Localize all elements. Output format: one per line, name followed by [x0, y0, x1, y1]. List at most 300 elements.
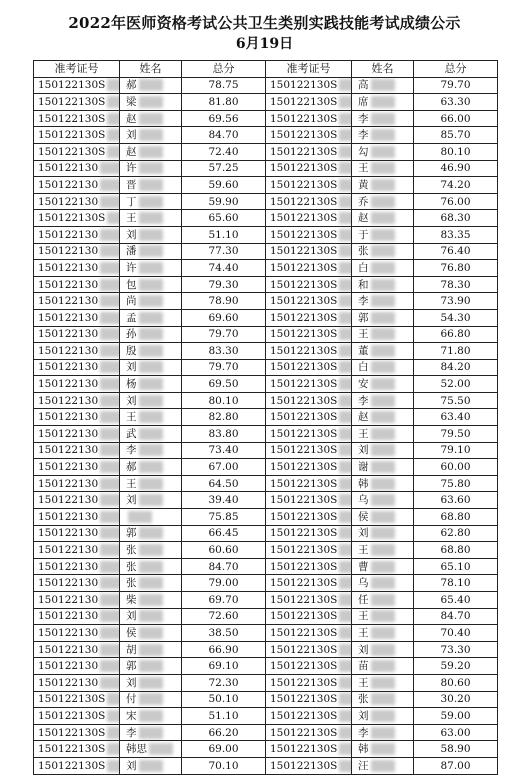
redacted-mark	[371, 378, 395, 390]
name-cell-right	[352, 226, 414, 243]
redacted-mark	[371, 196, 395, 208]
exam-id-cell-right	[266, 558, 352, 575]
name-text: 李	[358, 129, 369, 142]
exam-id-cell-right	[266, 575, 352, 592]
score-cell-right: 65.40	[414, 592, 498, 609]
redacted-mark	[339, 660, 351, 672]
name-text: 许	[126, 261, 137, 274]
score-cell-left: 80.10	[182, 392, 266, 409]
name-text: 韩思	[126, 743, 147, 756]
exam-id-text: 150122130S	[270, 112, 338, 125]
name-text: 包	[126, 278, 137, 291]
score-cell-left: 66.20	[182, 724, 266, 741]
redacted-mark	[371, 693, 395, 705]
exam-id-cell-left	[34, 160, 120, 177]
redacted-mark	[100, 411, 119, 423]
name-text: 王	[126, 477, 137, 490]
exam-id-text: 150122130	[38, 261, 99, 274]
redacted-mark	[339, 544, 351, 556]
exam-id-cell-left	[34, 110, 120, 127]
name-cell-right	[352, 542, 414, 559]
exam-id-text: 150122130	[38, 278, 99, 291]
name-cell-right	[352, 674, 414, 691]
score-cell-right: 76.40	[414, 243, 498, 260]
name-cell-right	[352, 110, 414, 127]
exam-id-cell-right	[266, 724, 352, 741]
name-text: 王	[358, 328, 369, 341]
name-text: 刘	[358, 527, 369, 540]
exam-id-cell-left	[34, 210, 120, 227]
name-text: 孟	[126, 311, 137, 324]
name-text: 曹	[358, 560, 369, 573]
name-text: 殷	[126, 344, 137, 357]
redacted-mark	[139, 212, 163, 224]
name-text: 赵	[126, 145, 137, 158]
name-cell-left	[120, 359, 182, 376]
score-cell-left: 59.90	[182, 193, 266, 210]
exam-id-text: 150122130S	[270, 79, 338, 92]
name-text: 刘	[358, 444, 369, 457]
exam-id-cell-left	[34, 193, 120, 210]
redacted-mark	[139, 196, 163, 208]
redacted-mark	[100, 395, 119, 407]
redacted-mark	[139, 544, 163, 556]
exam-id-text: 150122130S	[38, 743, 106, 756]
redacted-mark	[107, 79, 119, 91]
score-cell-left: 51.10	[182, 708, 266, 725]
score-cell-right: 79.10	[414, 442, 498, 459]
redacted-mark	[107, 693, 119, 705]
score-cell-left: 50.10	[182, 691, 266, 708]
exam-id-cell-right	[266, 343, 352, 360]
exam-id-text: 150122130S	[38, 95, 106, 108]
redacted-mark	[339, 262, 351, 274]
redacted-mark	[371, 279, 395, 291]
redacted-mark	[371, 262, 395, 274]
name-text: 侯	[126, 626, 137, 639]
redacted-mark	[339, 727, 351, 739]
redacted-mark	[371, 710, 395, 722]
table-row	[34, 708, 498, 725]
name-text: 张	[126, 544, 137, 557]
redacted-mark	[100, 494, 119, 506]
name-text: 王	[358, 162, 369, 175]
redacted-mark	[149, 743, 173, 755]
exam-id-cell-right	[266, 94, 352, 111]
name-cell-left	[120, 625, 182, 642]
name-text: 杨	[126, 378, 137, 391]
exam-id-text: 150122130S	[270, 145, 338, 158]
exam-id-text: 150122130S	[270, 212, 338, 225]
redacted-mark	[100, 229, 119, 241]
score-cell-right: 30.20	[414, 691, 498, 708]
exam-id-text: 150122130S	[270, 577, 338, 590]
redacted-mark	[100, 561, 119, 573]
name-cell-left	[120, 343, 182, 360]
name-text: 付	[126, 693, 137, 706]
exam-id-cell-left	[34, 741, 120, 758]
redacted-mark	[339, 478, 351, 490]
redacted-mark	[339, 577, 351, 589]
table-row	[34, 260, 498, 277]
table-row	[34, 542, 498, 559]
exam-id-text: 150122130	[38, 444, 99, 457]
name-text: 孙	[126, 328, 137, 341]
name-cell-right	[352, 177, 414, 194]
exam-id-cell-right	[266, 243, 352, 260]
name-text: 任	[358, 593, 369, 606]
name-cell-right	[352, 243, 414, 260]
name-cell-right	[352, 592, 414, 609]
name-cell-right	[352, 359, 414, 376]
redacted-mark	[139, 561, 163, 573]
redacted-mark	[371, 461, 395, 473]
score-cell-right: 68.30	[414, 210, 498, 227]
score-cell-right: 63.40	[414, 409, 498, 426]
exam-id-cell-right	[266, 260, 352, 277]
score-cell-right: 80.60	[414, 674, 498, 691]
exam-id-cell-right	[266, 542, 352, 559]
redacted-mark	[100, 428, 119, 440]
exam-id-text: 150122130S	[270, 759, 338, 772]
exam-id-text: 150122130S	[270, 427, 338, 440]
exam-id-cell-left	[34, 426, 120, 443]
score-cell-right: 58.90	[414, 741, 498, 758]
name-text: 郭	[126, 527, 137, 540]
name-cell-right	[352, 94, 414, 111]
header-score-left: 总分	[182, 61, 266, 78]
exam-id-text: 150122130	[38, 427, 99, 440]
score-cell-left: 69.60	[182, 309, 266, 326]
exam-id-cell-left	[34, 94, 120, 111]
name-cell-left	[120, 475, 182, 492]
exam-id-text: 150122130	[38, 178, 99, 191]
exam-id-cell-right	[266, 193, 352, 210]
table-row	[34, 94, 498, 111]
exam-id-text: 150122130	[38, 676, 99, 689]
score-cell-left: 74.40	[182, 260, 266, 277]
redacted-mark	[371, 411, 395, 423]
score-cell-right: 80.10	[414, 143, 498, 160]
table-row	[34, 459, 498, 476]
name-cell-left	[120, 94, 182, 111]
exam-id-text: 150122130S	[270, 394, 338, 407]
redacted-mark	[100, 478, 119, 490]
score-cell-left: 67.00	[182, 459, 266, 476]
name-cell-left	[120, 426, 182, 443]
score-cell-left: 73.40	[182, 442, 266, 459]
exam-id-cell-left	[34, 226, 120, 243]
redacted-mark	[339, 212, 351, 224]
table-row	[34, 658, 498, 675]
exam-id-text: 150122130	[38, 328, 99, 341]
name-cell-left	[120, 160, 182, 177]
exam-id-text: 150122130S	[270, 593, 338, 606]
exam-id-cell-right	[266, 525, 352, 542]
redacted-mark	[139, 660, 163, 672]
exam-id-text: 150122130S	[270, 693, 338, 706]
name-text: 刘	[126, 494, 137, 507]
score-cell-right: 68.80	[414, 542, 498, 559]
redacted-mark	[371, 295, 395, 307]
table-row	[34, 442, 498, 459]
exam-id-text: 150122130S	[270, 311, 338, 324]
name-cell-right	[352, 276, 414, 293]
redacted-mark	[339, 461, 351, 473]
table-row	[34, 376, 498, 393]
redacted-mark	[339, 361, 351, 373]
redacted-mark	[339, 129, 351, 141]
score-cell-left: 64.50	[182, 475, 266, 492]
redacted-mark	[107, 727, 119, 739]
redacted-mark	[371, 79, 395, 91]
exam-id-text: 150122130S	[38, 145, 106, 158]
redacted-mark	[139, 96, 163, 108]
name-text: 张	[358, 693, 369, 706]
name-cell-left	[120, 210, 182, 227]
name-cell-left	[120, 658, 182, 675]
table-row	[34, 210, 498, 227]
exam-id-cell-right	[266, 392, 352, 409]
redacted-mark	[339, 245, 351, 257]
score-cell-left: 57.25	[182, 160, 266, 177]
exam-id-text: 150122130S	[270, 494, 338, 507]
table-header-row	[34, 61, 498, 78]
redacted-mark	[100, 262, 119, 274]
score-cell-right: 60.00	[414, 459, 498, 476]
redacted-mark	[339, 411, 351, 423]
table-row	[34, 757, 498, 774]
name-text: 黄	[358, 178, 369, 191]
score-cell-right: 84.20	[414, 359, 498, 376]
exam-id-text: 150122130S	[270, 278, 338, 291]
redacted-mark	[139, 361, 163, 373]
redacted-mark	[139, 444, 163, 456]
score-cell-left: 81.80	[182, 94, 266, 111]
exam-id-cell-left	[34, 724, 120, 741]
score-cell-right: 59.20	[414, 658, 498, 675]
exam-id-text: 150122130	[38, 245, 99, 258]
name-cell-left	[120, 674, 182, 691]
redacted-mark	[339, 295, 351, 307]
name-cell-left	[120, 193, 182, 210]
exam-id-text: 150122130S	[38, 693, 106, 706]
name-cell-left	[120, 459, 182, 476]
name-text: 李	[358, 295, 369, 308]
redacted-mark	[339, 279, 351, 291]
name-cell-right	[352, 77, 414, 94]
name-text: 苗	[358, 660, 369, 673]
score-cell-left: 69.10	[182, 658, 266, 675]
name-cell-left	[120, 492, 182, 509]
name-text: 于	[358, 228, 369, 241]
exam-id-cell-right	[266, 459, 352, 476]
name-text: 刘	[126, 394, 137, 407]
name-text: 王	[358, 626, 369, 639]
redacted-mark	[100, 544, 119, 556]
exam-id-text: 150122130S	[270, 411, 338, 424]
name-cell-right	[352, 741, 414, 758]
redacted-mark	[139, 677, 163, 689]
name-cell-right	[352, 641, 414, 658]
exam-id-cell-left	[34, 77, 120, 94]
score-cell-left: 70.10	[182, 757, 266, 774]
redacted-mark	[371, 212, 395, 224]
redacted-mark	[139, 229, 163, 241]
table-row	[34, 243, 498, 260]
score-cell-left: 51.10	[182, 226, 266, 243]
exam-id-text: 150122130	[38, 660, 99, 673]
name-cell-left	[120, 127, 182, 144]
redacted-mark	[371, 577, 395, 589]
table-row	[34, 343, 498, 360]
exam-id-text: 150122130	[38, 311, 99, 324]
redacted-mark	[139, 245, 163, 257]
name-cell-left	[120, 177, 182, 194]
exam-id-text: 150122130	[38, 195, 99, 208]
name-text: 赵	[358, 411, 369, 424]
score-cell-left: 60.60	[182, 542, 266, 559]
score-cell-right: 84.70	[414, 608, 498, 625]
redacted-mark	[100, 610, 119, 622]
redacted-mark	[339, 428, 351, 440]
table-row	[34, 326, 498, 343]
name-cell-right	[352, 492, 414, 509]
table-row	[34, 193, 498, 210]
score-cell-right: 65.10	[414, 558, 498, 575]
score-cell-right: 66.80	[414, 326, 498, 343]
exam-id-cell-left	[34, 343, 120, 360]
redacted-mark	[371, 660, 395, 672]
name-text: 安	[358, 378, 369, 391]
name-cell-left	[120, 592, 182, 609]
exam-id-text: 150122130S	[270, 261, 338, 274]
redacted-mark	[100, 594, 119, 606]
name-text: 勾	[358, 145, 369, 158]
header-score-right: 总分	[414, 61, 498, 78]
exam-id-cell-right	[266, 442, 352, 459]
exam-id-cell-right	[266, 475, 352, 492]
exam-id-text: 150122130S	[38, 759, 106, 772]
exam-id-text: 150122130S	[270, 544, 338, 557]
table-row	[34, 575, 498, 592]
header-name-right: 姓名	[352, 61, 414, 78]
score-cell-left: 69.50	[182, 376, 266, 393]
header-exam-id-left: 准考证号	[34, 61, 120, 78]
score-cell-right: 74.20	[414, 177, 498, 194]
exam-id-text: 150122130S	[270, 328, 338, 341]
exam-id-cell-right	[266, 426, 352, 443]
name-cell-right	[352, 260, 414, 277]
name-text: 和	[358, 278, 369, 291]
redacted-mark	[371, 644, 395, 656]
exam-id-text: 150122130S	[270, 178, 338, 191]
exam-id-cell-left	[34, 293, 120, 310]
exam-id-cell-right	[266, 509, 352, 526]
name-text: 刘	[126, 676, 137, 689]
redacted-mark	[371, 229, 395, 241]
redacted-mark	[371, 129, 395, 141]
redacted-mark	[139, 594, 163, 606]
redacted-mark	[139, 295, 163, 307]
redacted-mark	[100, 461, 119, 473]
table-row	[34, 77, 498, 94]
name-cell-right	[352, 426, 414, 443]
exam-id-cell-right	[266, 127, 352, 144]
name-text: 李	[358, 112, 369, 125]
exam-id-text: 150122130	[38, 394, 99, 407]
name-cell-left	[120, 243, 182, 260]
redacted-mark	[139, 179, 163, 191]
exam-id-cell-right	[266, 359, 352, 376]
redacted-mark	[100, 527, 119, 539]
name-text: 潘	[126, 245, 137, 258]
exam-id-text: 150122130S	[270, 709, 338, 722]
exam-id-cell-right	[266, 592, 352, 609]
score-cell-right: 78.30	[414, 276, 498, 293]
redacted-mark	[107, 113, 119, 125]
name-text: 董	[358, 344, 369, 357]
exam-id-cell-left	[34, 127, 120, 144]
table-row	[34, 492, 498, 509]
exam-id-cell-left	[34, 243, 120, 260]
exam-id-text: 150122130S	[270, 560, 338, 573]
name-text: 乔	[358, 195, 369, 208]
exam-id-text: 150122130S	[270, 726, 338, 739]
name-cell-right	[352, 708, 414, 725]
redacted-mark	[100, 378, 119, 390]
redacted-mark	[139, 727, 163, 739]
redacted-mark	[139, 129, 163, 141]
name-cell-left	[120, 376, 182, 393]
redacted-mark	[339, 627, 351, 639]
name-cell-left	[120, 542, 182, 559]
name-cell-left	[120, 110, 182, 127]
redacted-mark	[339, 594, 351, 606]
exam-id-cell-right	[266, 492, 352, 509]
redacted-mark	[371, 727, 395, 739]
name-text: 许	[126, 162, 137, 175]
name-text: 胡	[126, 643, 137, 656]
table-row	[34, 724, 498, 741]
redacted-mark	[107, 743, 119, 755]
redacted-mark	[371, 162, 395, 174]
exam-id-cell-left	[34, 757, 120, 774]
score-cell-right: 63.60	[414, 492, 498, 509]
name-text: 王	[126, 212, 137, 225]
redacted-mark	[371, 113, 395, 125]
name-text: 郭	[358, 311, 369, 324]
redacted-mark	[100, 328, 119, 340]
name-text: 张	[358, 245, 369, 258]
score-cell-left: 79.70	[182, 326, 266, 343]
redacted-mark	[107, 146, 119, 158]
name-cell-left	[120, 525, 182, 542]
exam-id-text: 150122130S	[38, 79, 106, 92]
redacted-mark	[371, 511, 395, 523]
redacted-mark	[107, 760, 119, 772]
redacted-mark	[139, 395, 163, 407]
redacted-mark	[100, 312, 119, 324]
name-cell-left	[120, 392, 182, 409]
redacted-mark	[339, 96, 351, 108]
table-row	[34, 741, 498, 758]
exam-id-cell-right	[266, 708, 352, 725]
exam-id-text: 150122130S	[270, 660, 338, 673]
exam-id-text: 150122130S	[270, 361, 338, 374]
name-cell-right	[352, 575, 414, 592]
name-text: 郝	[126, 461, 137, 474]
